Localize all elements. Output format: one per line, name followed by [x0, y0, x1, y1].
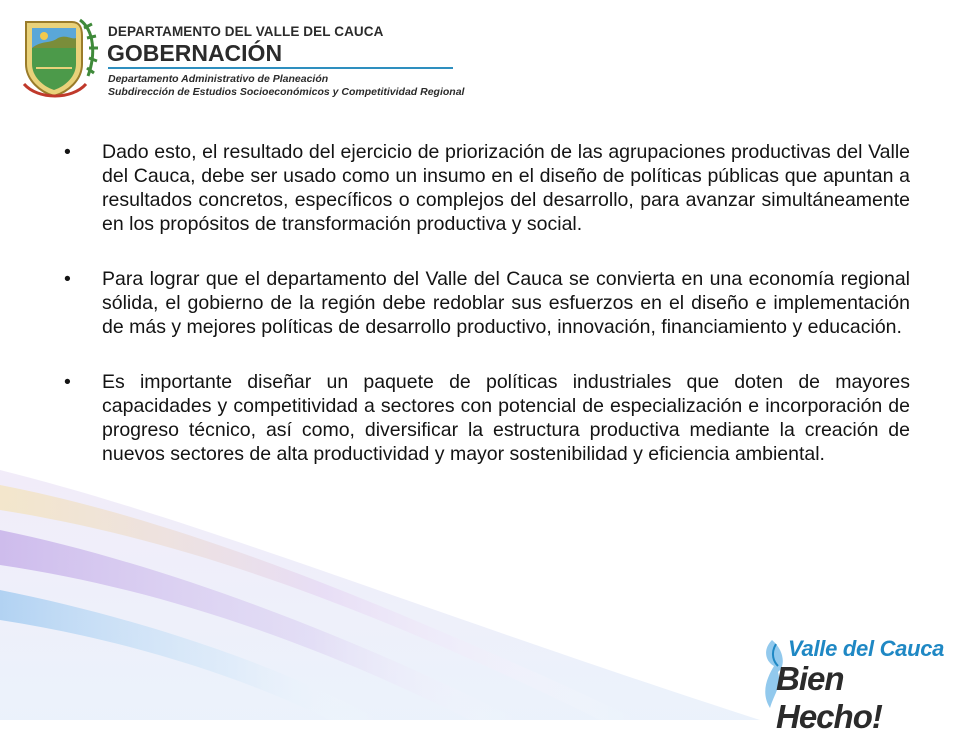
bullet-text: Para lograr que el departamento del Valle del Cauca se convierta en una economía regional sólida, el gobierno de la región debe redoblar sus esfuerzos en el diseño e implementación de más y mejores políticas de desarrollo productivo, innovación, financiamiento y educación.	[102, 268, 910, 338]
bullet-item-1	[64, 140, 910, 236]
logo-text-line2: Bien Hecho!	[776, 660, 882, 735]
admin-department-line: Departamento Administrativo de Planeación	[108, 73, 329, 85]
bullet-symbol: •	[64, 371, 71, 393]
government-title: GOBERNACIÓN	[107, 40, 283, 66]
coat-of-arms-seal	[10, 14, 102, 102]
bullet-item-2	[64, 267, 910, 339]
header-divider	[108, 67, 453, 69]
bullet-list	[64, 140, 910, 497]
bullet-symbol: •	[64, 268, 71, 290]
bullet-text: Es importante diseñar un paquete de políticas industriales que doten de mayores capacidades y competitividad a sectores con potencial de especialización e incorporación de progreso técnico, así como, diversificar la estructura productiva mediante la creación de nuevos sectores de alta productividad y mayor sostenibilidad y eficiencia ambiental.	[102, 371, 910, 465]
bullet-symbol: •	[64, 141, 71, 163]
bullet-item-3	[64, 370, 910, 466]
bullet-text: Dado esto, el resultado del ejercicio de priorización de las agrupaciones productivas del Valle del Cauca, debe ser usado como un insumo en el diseño de políticas públicas que apuntan a resultados concretos, específicos o complejos del desarrollo, para avanzar simultáneamente en los propósitos de transformación productiva y social.	[102, 141, 910, 235]
logo-text-line1: Valle del Cauca	[788, 636, 945, 661]
subdirection-line: Subdirección de Estudios Socioeconómicos y Competitividad Regional	[108, 86, 465, 98]
department-title: DEPARTAMENTO DEL VALLE DEL CAUCA	[108, 24, 384, 39]
valle-del-cauca-logo	[756, 630, 952, 735]
header	[0, 0, 960, 110]
